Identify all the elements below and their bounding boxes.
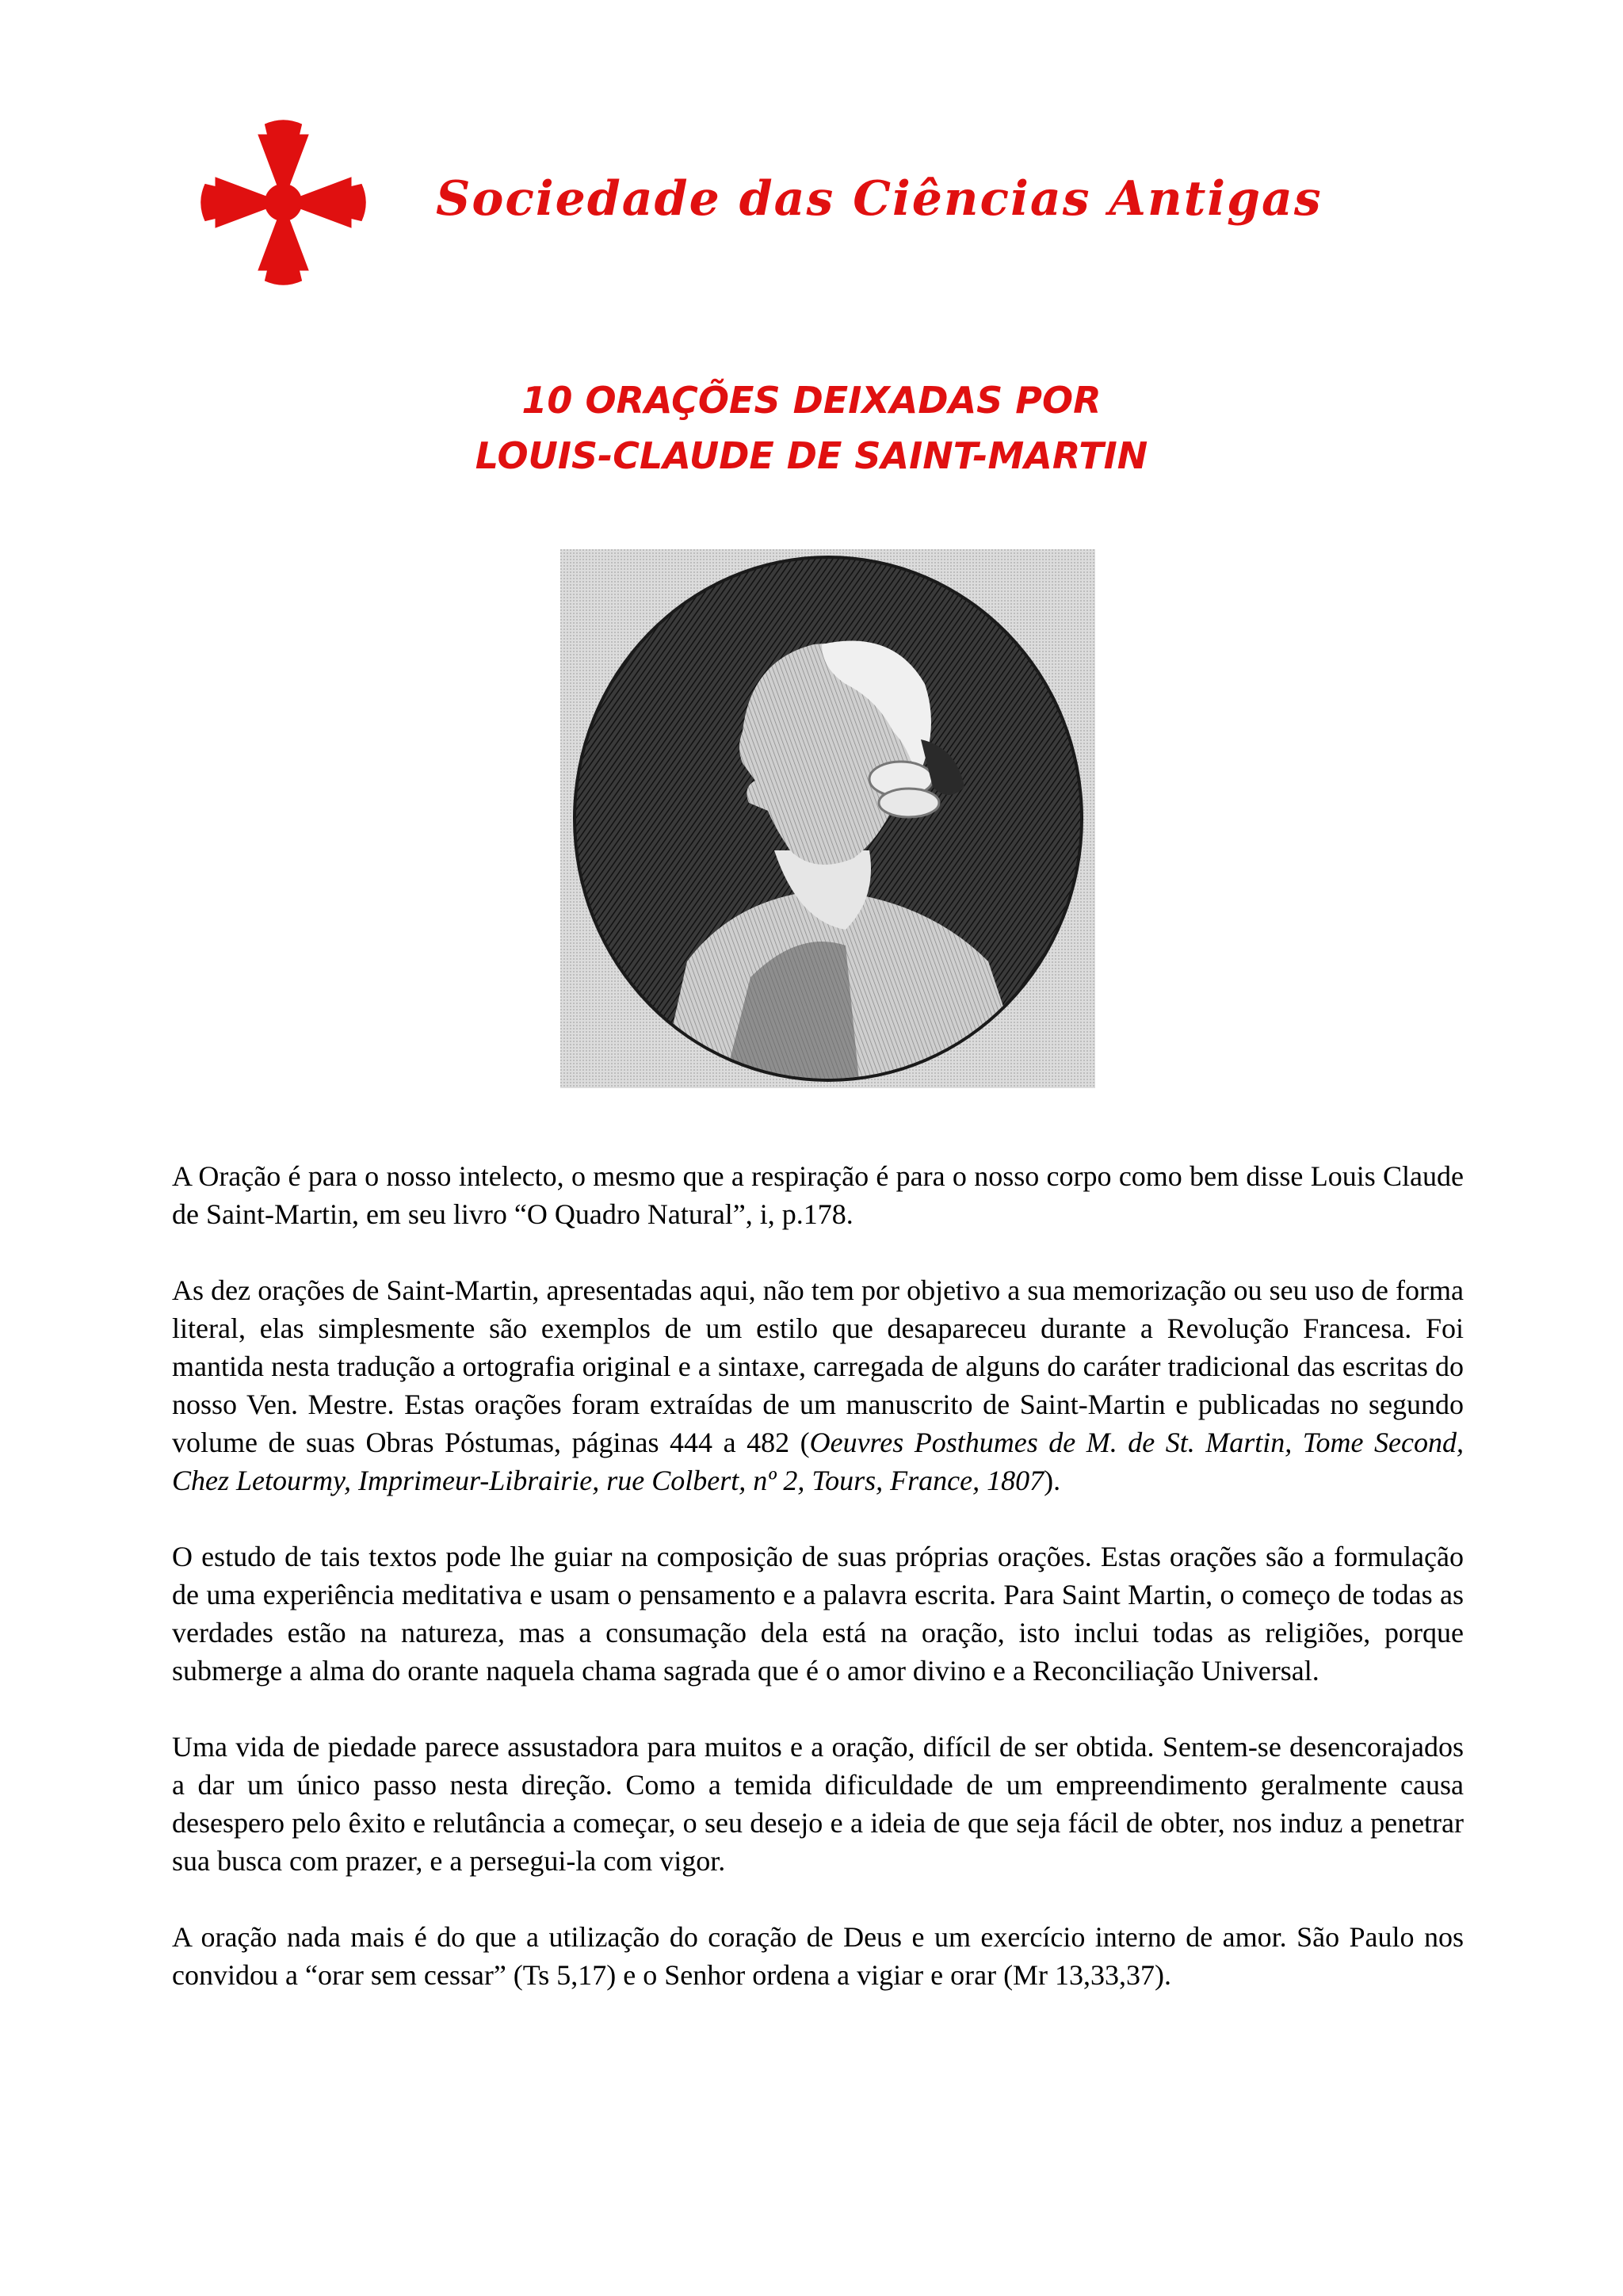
paragraph-3: O estudo de tais textos pode lhe guiar na composição de suas próprias orações. Estas orações são a formulação de uma experiência meditativa e usam o pensamento e a palavra escrita. Para Saint Martin, o começo de todas as verdades estão na natureza, mas a consumação dela está na oração, isto inclui todas as religiões, porque submerge a alma do orante naquela chama sagrada que é o amor divino e a Reconciliação Universal. xyxy=(172,1541,1464,1687)
paragraph-2-citation: Oeuvres Posthumes de M. de St. Martin, Tome Second, Chez Letourmy, Imprimeur-Librairie, rue Colbert, nº 2, Tours, France, 1807 xyxy=(172,1427,1464,1496)
paragraph-2-start: As dez orações de Saint-Martin, apresentadas aqui, não tem por objetivo a sua memorização ou seu uso de forma literal, elas simplesmente são exemplos de um estilo que desapareceu durante a Revolução Francesa. Foi mantida nesta tradução a ortografia original e a sintaxe, carregada de alguns do caráter tradicional das escritas do nosso Ven. Mestre. Estas orações foram extraídas de um manuscrito de Saint-Martin e publicadas no segundo volume de suas Obras Póstumas, páginas 444 a 482 ( xyxy=(172,1274,1464,1458)
paragraph-2-end: ). xyxy=(1044,1465,1061,1496)
paragraph-2 xyxy=(172,1271,1464,1499)
body-text xyxy=(172,1157,1464,1994)
paragraph-4: Uma vida de piedade parece assustadora para muitos e a oração, difícil de ser obtida. Sentem-se desencorajados a dar um único passo nesta direção. Como a temida dificuldade de um empreendimento geralmente causa desespero pelo êxito e relutância a começar, o seu desejo e a ideia de que seja fácil de obter, nos induz a penetrar sua busca com prazer, e a persegui-la com vigor. xyxy=(172,1731,1464,1877)
title-line-2: LOUIS-CLAUDE DE SAINT-MARTIN xyxy=(475,434,1148,477)
society-name: Sociedade das Ciências Antigas xyxy=(436,171,1323,227)
portrait-engraving xyxy=(560,549,1095,1088)
document-title xyxy=(0,372,1623,483)
templar-cross-logo xyxy=(198,117,369,288)
paragraph-1: A Oração é para o nosso intelecto, o mesmo que a respiração é para o nosso corpo como bem disse Louis Claude de Saint-Martin, em seu livro “O Quadro Natural”, i, p.178. xyxy=(172,1160,1464,1230)
title-line-1: 10 ORAÇÕES DEIXADAS POR xyxy=(521,379,1102,422)
header xyxy=(198,117,1323,292)
paragraph-5: A oração nada mais é do que a utilização do coração de Deus e um exercício interno de amor. São Paulo nos convidou a “orar sem cessar” (Ts 5,17) e o Senhor ordena a vigiar e orar (Mr 13,33,37). xyxy=(172,1921,1464,1991)
